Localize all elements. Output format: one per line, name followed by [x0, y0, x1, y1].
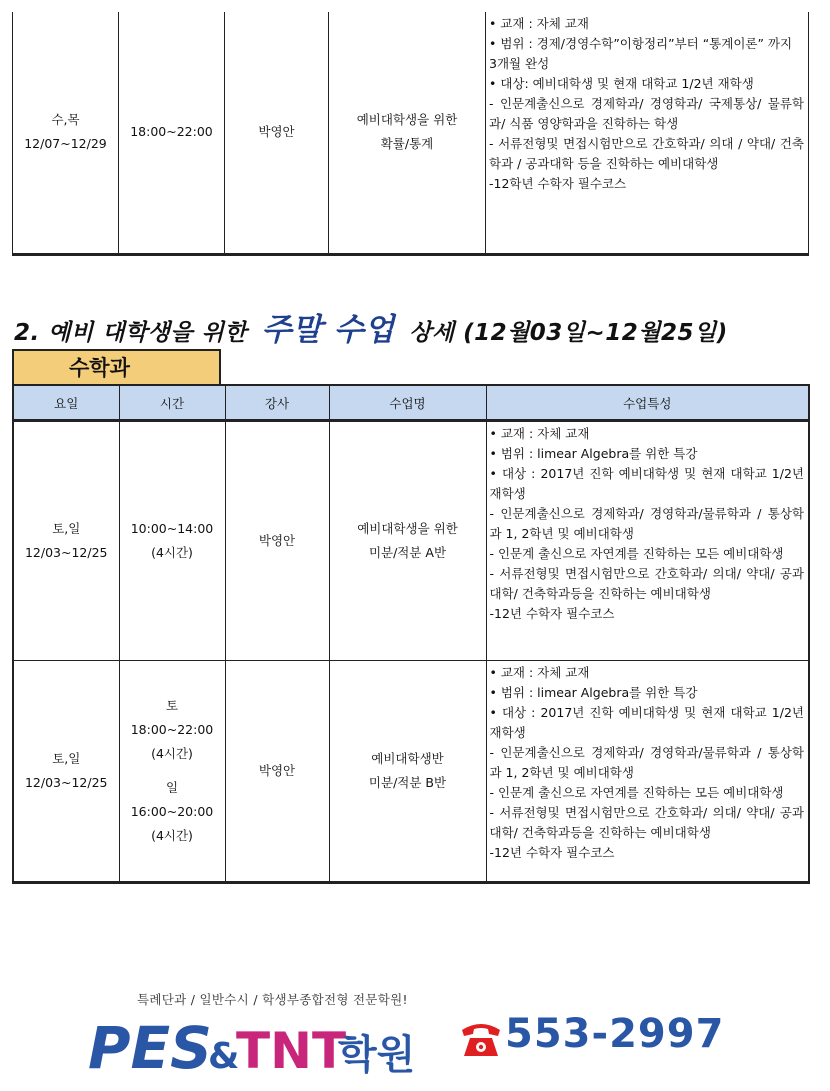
feature-line: • 범위 : limear Algebra를 위한 특강: [489, 446, 698, 461]
feature-line: - 인문계 출신으로 자연계를 진학하는 모든 예비대학생: [489, 546, 784, 561]
course-features-cell: [486, 12, 809, 254]
feature-line: - 인문계출신으로 경제학과/ 경영학과/물류학과 / 통상학과 1, 2학년 및 예비대학생: [489, 506, 804, 541]
course-name-line: 예비대학생을 위한: [356, 112, 458, 128]
course-cell: [329, 421, 486, 661]
logo-amp-text: &: [208, 1036, 240, 1077]
teacher-cell: 박영안: [225, 12, 329, 254]
teacher-cell: 박영안: [225, 661, 329, 883]
feature-line: - 서류전형및 면접시험만으로 간호학과/ 의대/ 약대/ 공과대학/ 건축학과등을 진학하는 예비대학생: [489, 566, 804, 601]
feature-line: • 교재 : 자체 교재: [489, 426, 590, 441]
time-line: 18:00~22:00: [130, 722, 214, 737]
course-name-line: 확률/통계: [380, 136, 434, 152]
feature-line: • 교재 : 자체 교재: [489, 16, 589, 31]
course-name-line: 미분/적분 B반: [368, 775, 447, 790]
section-title: [14, 304, 728, 349]
table-row: [13, 12, 809, 254]
feature-line: -12년 수학자 필수코스: [489, 845, 615, 860]
time-cell: [119, 661, 225, 883]
feature-line: - 인문계출신으로 경제학과/ 경영학과/물류학과 / 통상학과 1, 2학년 및 예비대학생: [489, 745, 804, 780]
feature-line: - 서류전형및 면접시험만으로 간호학과/ 의대/ 약대/ 공과대학/ 건축학과등을 진학하는 예비대학생: [489, 805, 804, 840]
section-title-prefix: 2. 예비 대학생을 위한: [14, 320, 248, 346]
course-features-cell: [486, 661, 809, 883]
period-text: 12/03~12/25: [24, 775, 108, 790]
time-line: [120, 766, 225, 776]
feature-line: -12학년 수학자 필수코스: [489, 176, 627, 191]
logo-tnt-text: TNT: [236, 1022, 347, 1078]
time-line: (4시간): [151, 746, 193, 761]
course-name-line: 예비대학생을 위한: [357, 521, 458, 536]
course-name-line: 미분/적분 A반: [368, 545, 447, 560]
feature-line: • 대상: 예비대학생 및 현재 대학교 1/2년 재학생: [489, 76, 754, 91]
feature-line: - 서류전형및 면접시험만으로 간호학과/ 의대 / 약대/ 건축학과 / 공과대학 등을 진학하는 예비대학생: [489, 136, 804, 171]
section-title-suffix: 상세 (12월03일~12월25일): [409, 320, 728, 346]
feature-line: • 범위 : limear Algebra를 위한 특강: [489, 685, 698, 700]
header-course: 수업명: [329, 385, 486, 421]
time-line: 일: [165, 780, 179, 795]
weekday-schedule-table: [12, 12, 809, 256]
day-text: 수,목: [51, 112, 80, 128]
course-features-cell: [486, 421, 809, 661]
phone-number: 553-2997: [505, 1011, 725, 1057]
table-row: [13, 421, 809, 661]
academy-slogan: 특례단과 / 일반수시 / 학생부종합전형 전문학원!: [137, 992, 408, 1007]
time-line: (4시간): [151, 828, 193, 843]
time-cell: 18:00~22:00: [119, 12, 225, 254]
weekend-schedule-table: [12, 384, 810, 884]
period-text: 12/03~12/25: [24, 545, 108, 560]
time-cell: [119, 421, 225, 661]
feature-line: 3개월 완성: [489, 56, 550, 71]
section-title-highlight: 주말 수업: [261, 312, 395, 348]
feature-line: • 교재 : 자체 교재: [489, 665, 590, 680]
header-time: 시간: [119, 385, 225, 421]
course-cell: [329, 12, 486, 254]
table-header-row: [13, 385, 809, 421]
header-features: 수업특성: [486, 385, 809, 421]
time-line: 토: [165, 698, 179, 713]
feature-line: -12년 수학자 필수코스: [489, 606, 615, 621]
time-line: 10:00~14:00: [130, 521, 214, 536]
feature-line: • 대상 : 2017년 진학 예비대학생 및 현재 대학교 1/2년 재학생: [489, 466, 804, 501]
logo-academy-text: 학원: [338, 1032, 416, 1078]
header-day: 요일: [13, 385, 119, 421]
feature-line: - 인문계출신으로 경제학과/ 경영학과/ 국제통상/ 물류학과/ 식품 영양학과을 진학하는 학생: [489, 96, 804, 131]
course-cell: [329, 661, 486, 883]
feature-line: • 범위 : 경제/경영수학”이항정리”부터 “통계이론” 까지: [489, 36, 793, 51]
day-cell: [13, 421, 119, 661]
day-cell: [13, 661, 119, 883]
table-row: [13, 661, 809, 883]
academy-logo: [88, 1006, 428, 1078]
day-cell: [13, 12, 119, 254]
feature-line: • 대상 : 2017년 진학 예비대학생 및 현재 대학교 1/2년 재학생: [489, 705, 804, 740]
course-name-line: 예비대학생반: [371, 751, 444, 766]
day-text: 토,일: [52, 751, 81, 766]
feature-line: - 인문계 출신으로 자연계를 진학하는 모든 예비대학생: [489, 785, 784, 800]
period-text: 12/07~12/29: [24, 136, 107, 152]
department-tab: 수학과: [12, 349, 221, 385]
telephone-icon: [458, 1016, 504, 1060]
logo-pes-text: PES: [88, 1014, 212, 1078]
time-line: (4시간): [151, 545, 193, 560]
time-line: 16:00~20:00: [130, 804, 214, 819]
header-teacher: 강사: [225, 385, 329, 421]
teacher-cell: 박영안: [225, 421, 329, 661]
day-text: 토,일: [52, 521, 81, 536]
